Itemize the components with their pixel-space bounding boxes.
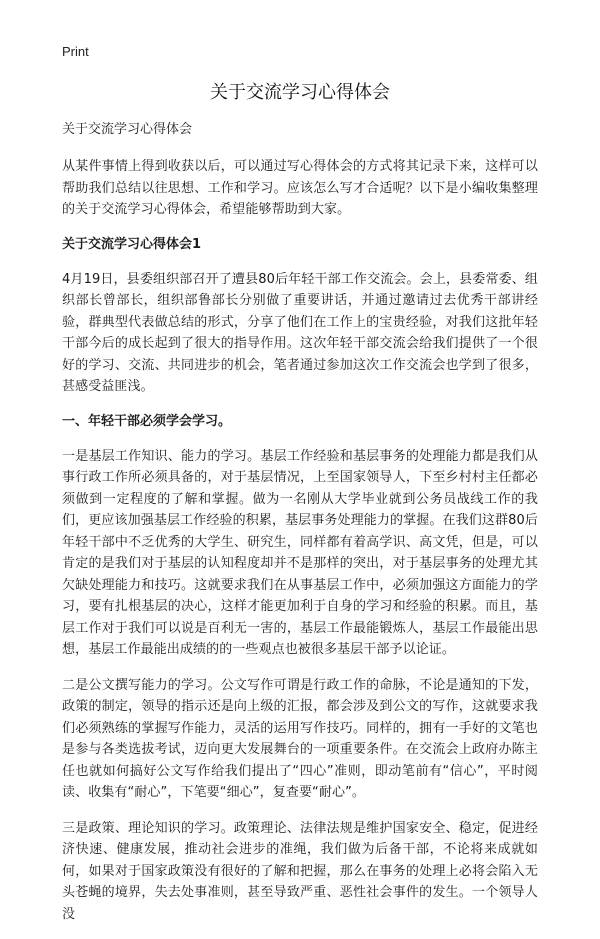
paragraph-2: 一是基层工作知识、能力的学习。基层工作经验和基层事务的处理能力都是我们从事行政工作所必须具备的，对于基层情况，上至国家领导人，下至乡村村主任都必须做到一定程度的了解和掌握。做为一名刚从大学毕业就到公务员战线工作的我们，更应该加强基层工作经验的积累，基层事务处理能力的掌握。在我们这群80后年轻干部中不乏优秀的大学生、研究生，同样都有着高学识、高文凭，但是，可以肯定的是我们对于基层的认知程度却并不是那样的突出，对于基层事务的处理尤其欠缺处理能力和技巧。这就要求我们在从事基层工作中，必须加强这方面能力的学习，要有扎根基层的决心，这样才能更加利于自身的学习和经验的积累。而且，基层工作对于我们可以说是百利无一害的，基层工作最能锻炼人，基层工作最能出思想，基层工作最能出成绩的的一些观点也被很多基层干部予以论证。 [62, 448, 538, 657]
section-heading-1: 关于交流学习心得体会1 [62, 236, 202, 252]
page-title: 关于交流学习心得体会 [210, 82, 390, 103]
document-body [62, 120, 538, 939]
section-heading-2: 一、年轻干部必须学会学习。 [62, 413, 232, 429]
paragraph-1: 4月19日，县委组织部召开了遭县80后年轻干部工作交流会。会上，县委常委、组织部长曾部长，组织部鲁部长分别做了重要讲话，并通过邀请过去优秀干部讲经验，群典型代表做总结的形式，分享了他们在工作上的宝贵经验，对我们这批年轻干部今后的成长起到了很大的指导作用。这次年轻干部交流会给我们提供了一个很好的学习、交流、共同进步的机会，笔者通过参加这次工作交流会也学到了很多，甚感受益匪浅。 [62, 271, 538, 394]
document-subtitle: 关于交流学习心得体会 [62, 122, 193, 137]
paragraph-4: 三是政策、理论知识的学习。政策理论、法律法规是维护国家安全、稳定，促进经济快速、健康发展，推动社会进步的准绳，我们做为后备干部，不论将来成就如何，如果对于国家政策没有很好的了解和把握，那么在事务的处理上必将会陷入无头苍蝇的境界，失去处事准则，甚至导致严重、恶性社会事件的发生。一个领导人没 [62, 820, 538, 922]
print-link[interactable]: Print [62, 44, 89, 59]
paragraph-3: 二是公文撰写能力的学习。公文写作可谓是行政工作的命脉，不论是通知的下发，政策的制定，领导的指示还是向上级的汇报，都会涉及到公文的写作，这就要求我们必须熟练的掌握写作能力，灵活的运用写作技巧。同样的，拥有一手好的文笔也是参与各类选拔考试，迈向更大发展舞台的一项重要条件。在交流会上政府办陈主任也就如何搞好公文写作给我们提出了“四心”准则，即动笔前有“信心”，平时阅读、收集有“耐心”，下笔要“细心”，复查要“耐心”。 [62, 677, 538, 800]
intro-paragraph: 从某件事情上得到收获以后，可以通过写心得体会的方式将其记录下来，这样可以帮助我们总结以往思想、工作和学习。应该怎么写才合适呢？以下是小编收集整理的关于交流学习心得体会，希望能够帮助到大家。 [62, 159, 538, 217]
